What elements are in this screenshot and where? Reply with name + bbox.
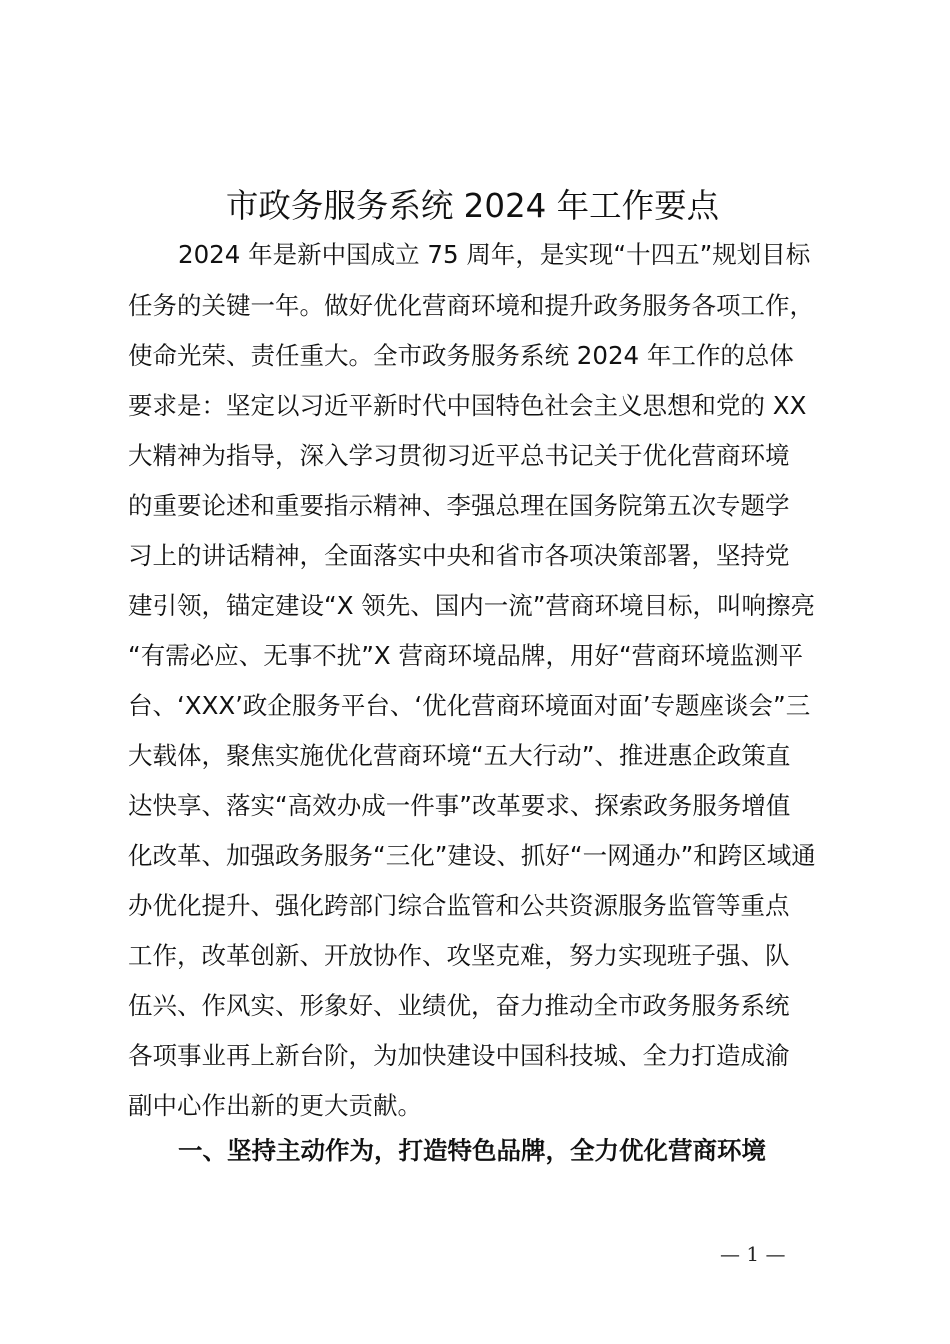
- paragraph-line: 2024 年是新中国成立 75 周年，是实现“十四五”规划目标: [178, 240, 811, 269]
- paragraph-line: 各项事业再上新台阶，为加快建设中国科技城、全力打造成渝: [128, 1041, 790, 1070]
- paragraph-line: 要求是：坚定以习近平新时代中国特色社会主义思想和党的 XX: [128, 391, 807, 420]
- paragraph-line: 使命光荣、责任重大。全市政务服务系统 2024 年工作的总体: [128, 341, 794, 370]
- section-heading: 一、坚持主动作为，打造特色品牌，全力优化营商环境: [178, 1136, 766, 1165]
- paragraph-line: “有需必应、无事不扰”X 营商环境品牌，用好“营商环境监测平: [128, 641, 804, 670]
- paragraph-line: 建引领，锚定建设“X 领先、国内一流”营商环境目标，叫响擦亮: [128, 591, 815, 620]
- document-title: 市政务服务系统 2024 年工作要点: [225, 186, 720, 225]
- paragraph-line: 伍兴、作风实、形象好、业绩优，奋力推动全市政务服务系统: [128, 991, 790, 1020]
- paragraph-line: 台、‘XXX’政企服务平台、‘优化营商环境面对面’专题座谈会”三: [128, 691, 811, 720]
- paragraph-line: 任务的关键一年。做好优化营商环境和提升政务服务各项工作，: [128, 291, 814, 320]
- paragraph-line: 习上的讲话精神，全面落实中央和省市各项决策部署，坚持党: [128, 541, 790, 570]
- paragraph-line: 大载体，聚焦实施优化营商环境“五大行动”、推进惠企政策直: [128, 741, 791, 770]
- paragraph-line: 副中心作出新的更大贡献。: [128, 1091, 422, 1120]
- paragraph-line: 的重要论述和重要指示精神、李强总理在国务院第五次专题学: [128, 491, 790, 520]
- page-number: — 1 —: [720, 1242, 786, 1266]
- paragraph-line: 大精神为指导，深入学习贯彻习近平总书记关于优化营商环境: [128, 441, 790, 470]
- paragraph-line: 化改革、加强政务服务“三化”建设、抓好“一网通办”和跨区域通: [128, 841, 816, 870]
- paragraph-line: 达快享、落实“高效办成一件事”改革要求、探索政务服务增值: [128, 791, 791, 820]
- paragraph-line: 办优化提升、强化跨部门综合监管和公共资源服务监管等重点: [128, 891, 790, 920]
- paragraph-line: 工作，改革创新、开放协作、攻坚克难，努力实现班子强、队: [128, 941, 790, 970]
